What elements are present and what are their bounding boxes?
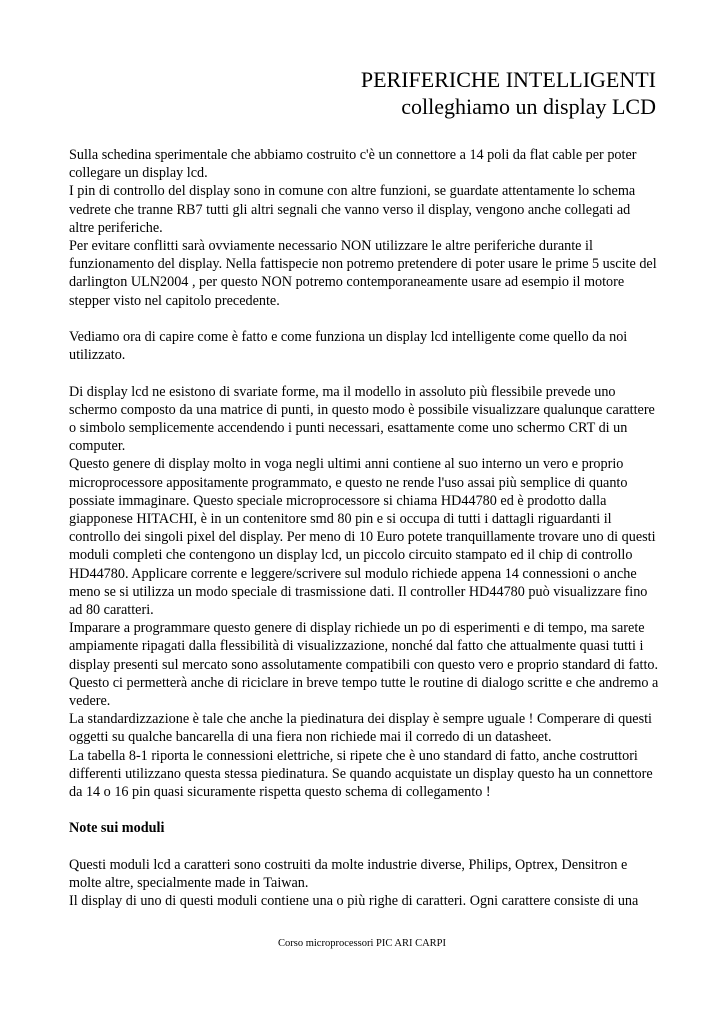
paragraph-control-pins: I pin di controllo del display sono in comune con altre funzioni, se guardate attentamente lo schema vedrete che tranne RB7 tutti gli altri segnali che vanno verso il display, vengono anche collegati ad altre periferiche.: [69, 183, 636, 236]
paragraph-hd44780: Questo genere di display molto in voga negli ultimi anni contiene al suo interno un vero e proprio microprocessore appositamente programmato, e questo ne rende l'uso assai più semplice di quanto possiate immaginare. Questo speciale microprocessore si chiama HD44780 ed è prodotto dalla giapponese HITACHI, è in un contenitore smd 80 pin e si occupa di tutti i dattagli riguardanti il controllo dei singoli pixel del display. Per meno di 10 Euro potete tranquillamente trovare uno di questi moduli completi che contengono un display lcd, un piccolo circuito stampato ed il chip di controllo HD44780. Applicare corrente e leggere/scrivere sul modulo richiede appena 14 connessioni o anche meno se si utilizza un modo speciale di trasmissione dati. Il controller HD44780 può visualizzare fino ad 80 caratteri.: [69, 456, 656, 619]
paragraph-conflicts: Per evitare conflitti sarà ovviamente necessario NON utilizzare le altre periferiche durante il funzionamento del display. Nella fattispecie non potremo pretendere di poter usare le prime 5 uscite del darlington ULN2004 , per questo NON potremo contemporaneamente usare ad esempio il motore stepper visto nel capitolo precedente.: [69, 238, 657, 309]
paragraph-spacer: [69, 310, 659, 328]
page-footer: Corso microprocessori PIC ARI CARPI: [278, 938, 446, 949]
section-heading: Note sui moduli: [69, 820, 165, 837]
paragraph-pinout: La tabella 8-1 riporta le connessioni elettriche, si ripete che è uno standard di fatto, anche costruttori differenti utilizzano questa stessa piedinatura. Se quando acquistate un display questo ha un connettore da 14 o 16 pin quasi sicuramente rispetta questo schema di collegamento !: [69, 747, 653, 801]
document-body: [69, 146, 659, 910]
paragraph-character-rows: Il display di uno di questi moduli contiene una o più righe di caratteri. Ogni carattere consiste di una: [69, 893, 639, 910]
paragraph-spacer: [69, 838, 659, 856]
paragraph-overview: Vediamo ora di capire come è fatto e come funziona un display lcd intelligente come quello da noi utilizzato.: [69, 329, 628, 364]
paragraph-intro: Sulla schedina sperimentale che abbiamo costruito c'è un connettore a 14 poli da flat cable per poter collegare un display lcd.: [69, 147, 637, 182]
paragraph-programming: Imparare a programmare questo genere di display richiede un po di esperimenti e di tempo, ma sarete ampiamente ripagati dalla flessibilità di visualizzazione, nonché dal fatto che attualmente quasi tutti i display presenti sul mercato sono assolutamente compatibili con questo vero e proprio standard di fatto.: [69, 620, 659, 673]
page-title: PERIFERICHE INTELLIGENTI: [360, 67, 656, 92]
page-header: [361, 66, 656, 120]
paragraph-standardization: La standardizzazione è tale che anche la piedinatura dei display è sempre uguale ! Comperare di questi oggetti su qualche bancarella di una fiera non richiede mai il corredo di un datasheet.: [69, 711, 653, 746]
paragraph-manufacturers: Questi moduli lcd a caratteri sono costruiti da molte industrie diverse, Philips, Optrex, Densitron e molte altre, specialmente made in Taiwan.: [69, 856, 628, 892]
paragraph-recycle: Questo ci permetterà anche di riciclare in breve tempo tutte le routine di dialogo scritte e che andremo a vedere.: [69, 674, 659, 710]
page-subtitle: colleghiamo un display LCD: [401, 94, 656, 119]
paragraph-spacer: [69, 801, 659, 819]
paragraph-spacer: [69, 364, 659, 382]
paragraph-display-types: Di display lcd ne esistono di svariate forme, ma il modello in assoluto più flessibile prevede uno schermo composto da una matrice di punti, in questo modo è possibile visualizzare qualunque carattere o simbolo semplicemente accendendo i punti necessari, esattamente come uno schermo CRT di un computer.: [69, 383, 655, 455]
